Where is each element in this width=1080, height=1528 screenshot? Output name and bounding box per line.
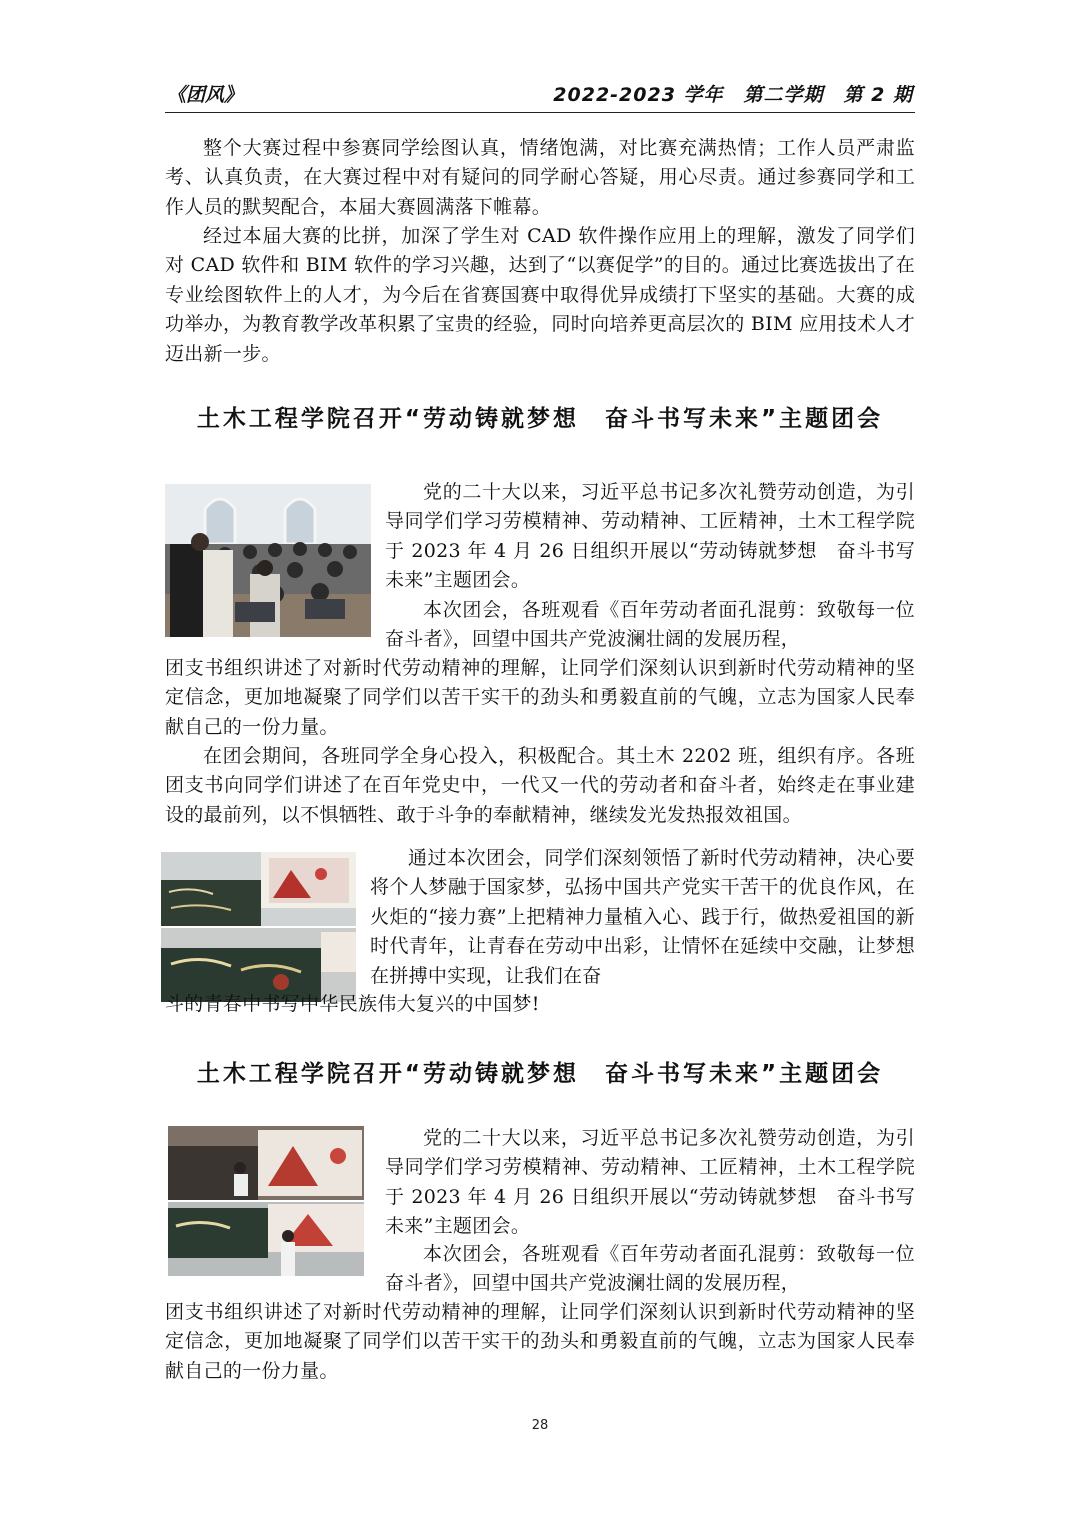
article-2-title: 土木工程学院召开“劳动铸就梦想 奋斗书写未来”主题团会: [196, 1061, 884, 1087]
article-2-paragraph-2a: 本次团会，各班观看《百年劳动者面孔混剪：致敬每一位奋斗者》，回望中国共产党波澜壮阔的发展历程，: [385, 1243, 915, 1295]
article-1-title: 土木工程学院召开“劳动铸就梦想 奋斗书写未来”主题团会: [196, 406, 884, 432]
article-1-paragraph-1: 党的二十大以来，习近平总书记多次礼赞劳动创造，为引导同学们学习劳模精神、劳动精神、工匠精神，土木工程学院于 2023 年 4 月 26 日组织开展以“劳动铸就梦想 奋斗书写未来”主题团会。: [385, 481, 915, 592]
intro-paragraph-1: 整个大赛过程中参赛同学绘图认真，情绪饱满，对比赛充满热情；工作人员严肃监考、认真负责，在大赛过程中对有疑问的同学耐心答疑，用心尽责。通过参赛同学和工作人员的默契配合，本届大赛圆满落下帷幕。: [165, 137, 915, 218]
article-1-paragraph-2b: 团支书组织讲述了对新时代劳动精神的理解，让同学们深刻认识到新时代劳动精神的坚定信念，更加地凝聚了同学们以苦干实干的劲头和勇毅直前的气魄，立志为国家人民奉献自己的一份力量。: [165, 657, 915, 738]
article-1-paragraph-4b: 斗的青春中书写中华民族伟大复兴的中国梦!: [165, 993, 540, 1015]
article-1-paragraph-4a: 通过本次团会，同学们深刻领悟了新时代劳动精神，决心要将个人梦融于国家梦，弘扬中国共产党实干苦干的优良作风，在火炬的“接力赛”上把精神力量植入心、践于行，做热爱祖国的新时代青年，让青春在劳动中出彩，让情怀在延续中交融，让梦想在拼搏中实现，让我们在奋: [370, 847, 915, 987]
issue-info: 2022-2023 学年 第二学期 第 2 期: [553, 84, 913, 106]
publication-name: 《团风》: [167, 84, 244, 106]
presenter-photos: [168, 1126, 364, 1276]
article-2-paragraph-2b: 团支书组织讲述了对新时代劳动精神的理解，让同学们深刻认识到新时代劳动精神的坚定信念，更加地凝聚了同学们以苦干实干的劲头和勇毅直前的气魄，立志为国家人民奉献自己的一份力量。: [165, 1301, 915, 1382]
intro-paragraph-2: 经过本届大赛的比拼，加深了学生对 CAD 软件操作应用上的理解，激发了同学们对 CAD 软件和 BIM 软件的学习兴趣，达到了“以赛促学”的目的。通过比赛选拔出了在专业绘图软件上的人才，为今后在省赛国赛中取得优异成绩打下坚实的基础。大赛的成功举办，为教育教学改革积累了宝贵的经验，同时向培养更高层次的 BIM 应用技术人才迈出新一步。: [165, 225, 915, 365]
article-1-paragraph-2a: 本次团会，各班观看《百年劳动者面孔混剪：致敬每一位奋斗者》，回望中国共产党波澜壮阔的发展历程，: [385, 599, 915, 651]
page-number: 28: [531, 1418, 549, 1433]
article-1-paragraph-3: 在团会期间，各班同学全身心投入，积极配合。其土木 2202 班，组织有序。各班团支书向同学们讲述了在百年党史中，一代又一代的劳动者和奋斗者，始终走在事业建设的最前列，以不惧牺牲、敢于斗争的奉献精神，继续发光发热报效祖国。: [165, 745, 915, 826]
classroom-photo: [165, 484, 371, 637]
blackboard-photos: [161, 852, 356, 1002]
page-header: [165, 78, 915, 113]
article-2-paragraph-1: 党的二十大以来，习近平总书记多次礼赞劳动创造，为引导同学们学习劳模精神、劳动精神、工匠精神，土木工程学院于 2023 年 4 月 26 日组织开展以“劳动铸就梦想 奋斗书写未来”主题团会。: [385, 1127, 915, 1238]
